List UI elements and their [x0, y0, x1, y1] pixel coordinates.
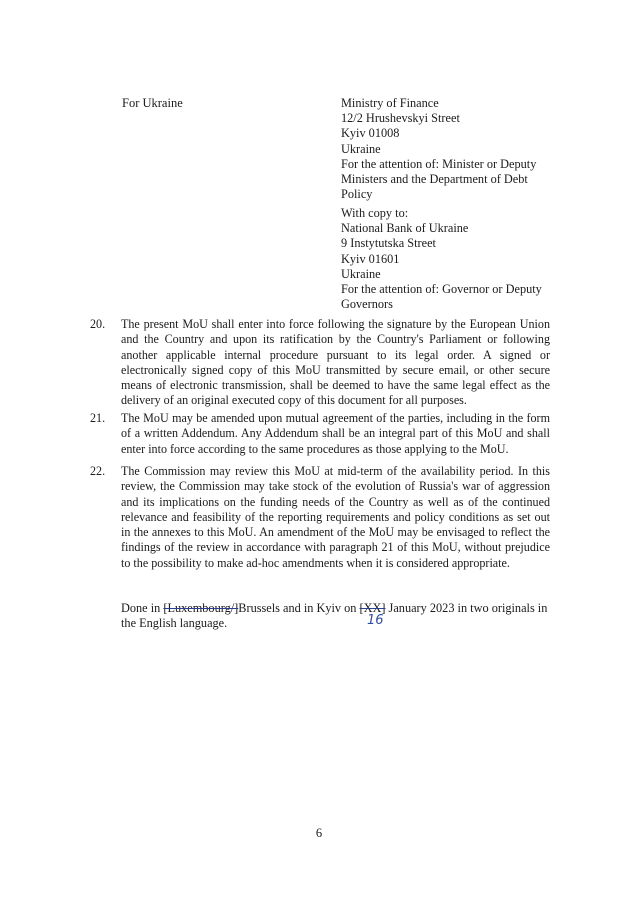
paragraph-20	[90, 317, 550, 409]
paragraph-text: The MoU may be amended upon mutual agreement of the parties, including in the form of a written Addendum. Any Addendum shall be an integral part of this MoU and shall enter into force according to the same procedures as those applying to the MoU.	[121, 411, 550, 456]
address-line: Ukraine	[341, 266, 381, 281]
address-line: 9 Instytutska Street	[341, 236, 436, 251]
paragraph-number: 21.	[90, 411, 106, 425]
paragraph-22	[90, 464, 550, 571]
struck-date: [XX]	[359, 601, 386, 615]
handwritten-date: 16	[367, 613, 384, 628]
address-line: With copy to:	[341, 206, 409, 220]
address-line: National Bank of Ukraine	[341, 221, 469, 236]
page-number: 6	[315, 826, 323, 840]
address-line: Kyiv 01008	[341, 126, 400, 141]
done-suffix: January 2023 in two originals in the English language.	[121, 601, 548, 631]
ministry-address-block	[341, 96, 556, 202]
address-line: For the attention of: Minister or Deputy	[341, 156, 537, 171]
paragraph-number: 22.	[90, 464, 106, 478]
address-line: 12/2 Hrushevskyi Street	[341, 111, 460, 126]
paragraph-number: 20.	[90, 317, 106, 331]
address-line: Ukraine	[341, 141, 381, 156]
signing-statement	[121, 601, 549, 632]
address-line: Ministers and the Department of Debt	[341, 172, 528, 187]
paragraph-text: The present MoU shall enter into force following the signature by the European Union and the Country and upon its ratification by the Country's Parliament or following another applicable internal procedure pursuant to its legal order. A signed or electronically signed copy of this MoU transmitted by secure email, or other secure means of electronic transmission, shall be deemed to have the same legal effect as the delivery of an original executed copy of this document for all purposes.	[121, 317, 550, 408]
address-line: Kyiv 01601	[341, 251, 400, 266]
address-line: Policy	[341, 187, 373, 202]
paragraph-21	[90, 411, 550, 457]
paragraph-text: The Commission may review this MoU at mid-term of the availability period. In this review, the Commission may take stock of the evolution of Russia's war of aggression and its implications on the funding needs of the Country as well as of the continued relevance and feasibility of the reporting requirements and policy conditions as set out in the annexes to this MoU. An amendment of the MoU may be envisaged to reflect the findings of the review in accordance with paragraph 21 of this MoU, without prejudice to the possibility to make ad-hoc amendments when it is considered appropriate.	[121, 464, 550, 570]
address-line: Ministry of Finance	[341, 96, 439, 110]
struck-place: [Luxembourg/]	[163, 601, 239, 615]
address-line: Governors	[341, 297, 393, 312]
for-ukraine-label: For Ukraine	[122, 96, 183, 110]
copy-address-block	[341, 206, 556, 312]
done-prefix: Done in	[121, 601, 164, 615]
address-line: For the attention of: Governor or Deputy	[341, 282, 542, 297]
place-text: Brussels and in Kyiv on	[238, 601, 360, 615]
